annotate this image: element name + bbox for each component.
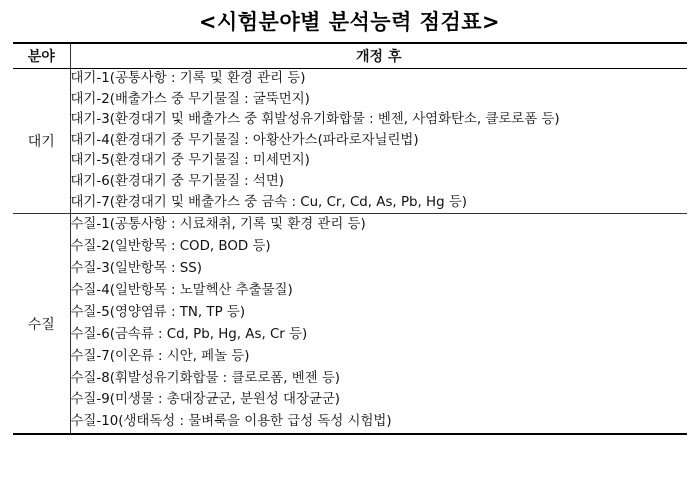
- category-water: 수질: [13, 214, 70, 435]
- list-item: 수질-3(일반항목 : SS): [70, 260, 202, 276]
- section-row-air: [13, 69, 687, 214]
- list-item: 대기-4(환경대기 중 무기물질 : 아황산가스(파라로자닐린법): [70, 132, 419, 148]
- list-item: 수질-8(휘발성유기화합물 : 클로로폼, 벤젠 등): [70, 370, 340, 386]
- section-row-water: [13, 214, 687, 435]
- list-item: 대기-6(환경대기 중 무기물질 : 석면): [70, 173, 284, 189]
- list-item: 수질-10(생태독성 : 물벼룩을 이용한 급성 독성 시험법): [70, 414, 392, 430]
- list-item: 수질-5(영양염류 : TN, TP 등): [70, 304, 246, 320]
- items-air: [70, 69, 687, 214]
- list-item: 수질-4(일반항목 : 노말헥산 추출물질): [70, 282, 293, 298]
- category-air: 대기: [13, 69, 70, 214]
- list-item: 수질-9(미생물 : 총대장균군, 분원성 대장균군): [70, 392, 340, 408]
- list-item: 수질-6(금속류 : Cd, Pb, Hg, As, Cr 등): [70, 326, 308, 342]
- header-field: 분야: [13, 43, 70, 69]
- inspection-table: [13, 42, 687, 435]
- list-item: 수질-1(공통사항 : 시료채취, 기록 및 환경 관리 등): [70, 217, 366, 233]
- header-revised: 개정 후: [70, 43, 687, 69]
- list-item: 대기-2(배출가스 중 무기물질 : 굴뚝먼지): [70, 91, 310, 107]
- list-item: 수질-2(일반항목 : COD, BOD 등): [70, 239, 271, 255]
- document-title: <시험분야별 분석능력 점검표>: [198, 10, 501, 34]
- list-item: 대기-3(환경대기 및 배출가스 중 휘발성유기화합물 : 벤젠, 사염화탄소, 클로로폼 등): [70, 112, 560, 128]
- header-row: [13, 43, 687, 69]
- items-water: [70, 214, 687, 435]
- list-item: 대기-7(환경대기 및 배출가스 중 금속 : Cu, Cr, Cd, As, Pb, Hg 등): [70, 194, 468, 210]
- list-item: 대기-1(공통사항 : 기록 및 환경 관리 등): [70, 71, 306, 86]
- list-item: 수질-7(이온류 : 시안, 페놀 등): [70, 348, 250, 364]
- list-item: 대기-5(환경대기 중 무기물질 : 미세먼지): [70, 153, 310, 169]
